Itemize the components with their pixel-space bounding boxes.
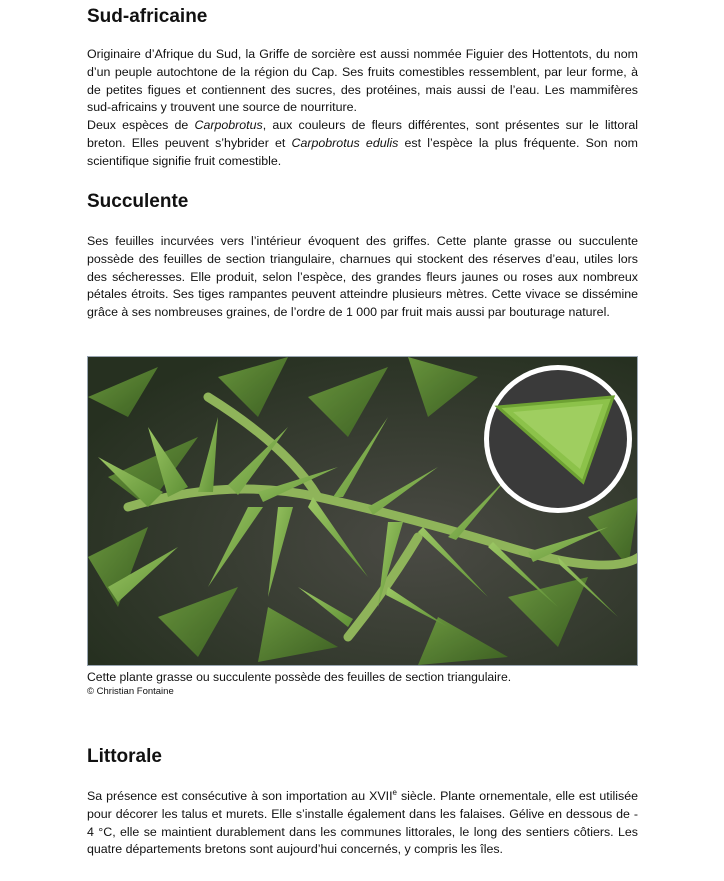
section-title-sud-africaine: Sud-africaine	[87, 6, 208, 27]
plant-photo	[87, 356, 638, 666]
paragraph	[87, 117, 638, 170]
species-name: Carpobrotus	[194, 118, 263, 133]
text-run: Deux espèces de	[87, 118, 195, 133]
plant-photo-illustration	[88, 357, 638, 666]
text-run: est l’espèce la plus fréquente. Son nom scientifique signifie fruit comestible.	[87, 135, 638, 168]
inset-leaf-section	[484, 365, 632, 513]
text-run: Sa présence est consécutive à son importation au XVII	[87, 789, 393, 803]
paragraph	[87, 788, 638, 859]
species-name: Carpobrotus edulis	[291, 135, 399, 150]
section-body-succulente	[87, 233, 638, 322]
text-run: , aux couleurs de fleurs différentes, sont présentes sur le littoral breton. Elles peuvent s’hybrider et	[87, 118, 638, 150]
section-title-littorale: Littorale	[87, 746, 162, 767]
photo-credit: © Christian Fontaine	[87, 686, 174, 697]
section-title-succulente: Succulente	[87, 191, 189, 212]
paragraph: Originaire d’Afrique du Sud, la Griffe de sorcière est aussi nommée Figuier des Hottentots, du nom d’un peuple autochtone de la région du Cap. Ses fruits comestibles ressemblent, par leur forme, à de petites figues et contiennent des sucres, des protéines, mais aussi de l’eau. Les mammifères sud-africains y trouvent une source de nourriture.	[87, 47, 638, 115]
section-body-littorale	[87, 788, 638, 859]
section-body-sud-africaine	[87, 46, 638, 171]
text-run: siècle. Plante ornementale, elle est utilisée pour décorer les talus et murets. Elle s’installe également dans les falaises. Gélive en dessous de - 4 °C, elle se maintient durablement dans les communes littorales, le long des sentiers côtiers. Les quatre départements bretons sont aujourd’hui concernés, y compris les îles.	[87, 789, 638, 857]
superscript: e	[392, 787, 397, 797]
paragraph: Ses feuilles incurvées vers l’intérieur évoquent des griffes. Cette plante grasse ou succulente possède des feuilles de section triangulaire, charnues qui stockent des réserves d’eau, utiles lors des sécheresses. Elle produit, selon l’espèce, des grandes fleurs jaunes ou roses aux nombreux pétales étroits. Ses tiges rampantes peuvent atteindre plusieurs mètres. Cette vivace se dissémine grâce à ses nombreuses graines, de l’ordre de 1 000 par fruit mais aussi par bouturage naturel.	[87, 234, 638, 320]
figure-caption: Cette plante grasse ou succulente possède des feuilles de section triangulaire.	[87, 670, 512, 684]
